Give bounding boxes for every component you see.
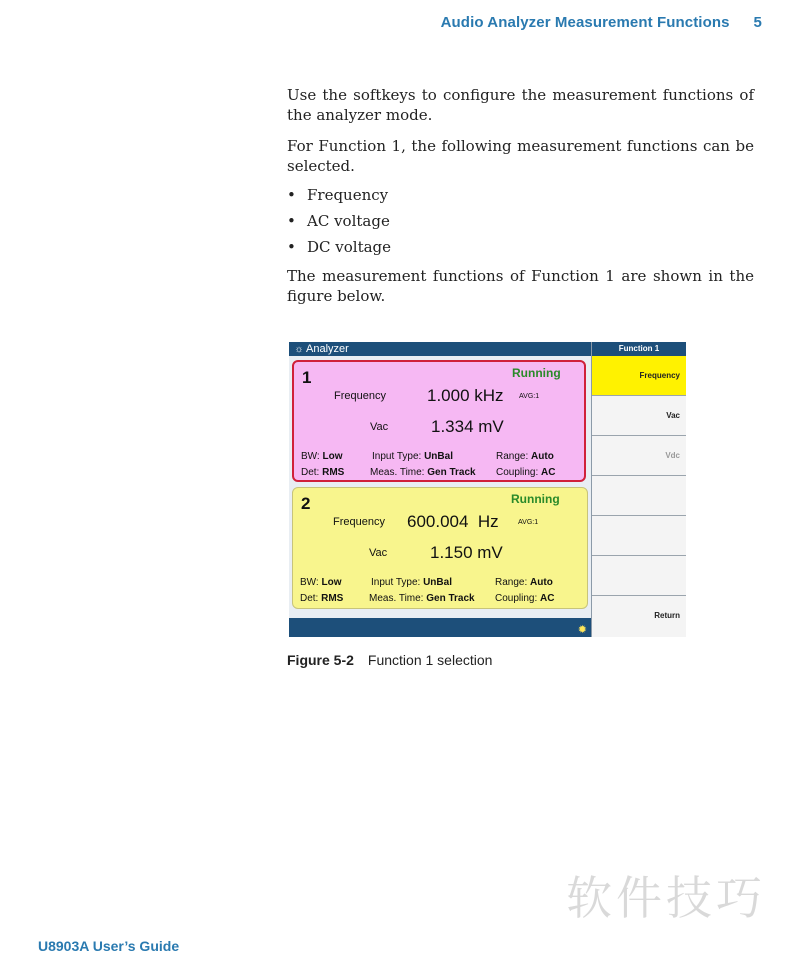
figure-label: Figure 5-2	[287, 652, 354, 668]
softkey-vdc[interactable]: Vdc	[592, 436, 686, 476]
det-setting: Det: RMS	[300, 593, 344, 604]
frequency-label: Frequency	[333, 516, 385, 528]
frequency-label: Frequency	[334, 390, 386, 402]
bw-setting: BW: Low	[301, 451, 343, 462]
bw-setting: BW: Low	[300, 577, 342, 588]
vac-label: Vac	[369, 547, 388, 559]
paragraph-figure-ref: The measurement functions of Function 1 are shown in the figure below.	[287, 267, 754, 305]
coupling-setting: Coupling: AC	[496, 467, 556, 478]
vac-label: Vac	[370, 421, 389, 433]
status-running: Running	[511, 492, 560, 506]
list-item: • AC voltage	[287, 208, 391, 234]
measurement-area	[289, 356, 591, 618]
meas-time-setting: Meas. Time: Gen Track	[369, 593, 475, 604]
list-item: • DC voltage	[287, 234, 391, 260]
vac-value: 1.334 mV	[431, 417, 504, 436]
range-setting: Range: Auto	[495, 577, 553, 588]
vac-value: 1.150 mV	[430, 543, 503, 562]
softkey-blank-5[interactable]	[592, 516, 686, 556]
function-list	[287, 182, 391, 260]
softkey-vac[interactable]: Vac	[592, 396, 686, 436]
status-running: Running	[512, 366, 561, 380]
function1-panel	[292, 360, 586, 482]
softkey-return[interactable]: Return	[654, 611, 680, 620]
input-type-setting: Input Type: UnBal	[372, 451, 453, 462]
range-setting: Range: Auto	[496, 451, 554, 462]
det-setting: Det: RMS	[301, 467, 345, 478]
panel-number: 2	[301, 494, 311, 513]
screen-title: Analyzer	[306, 343, 349, 355]
softkey-blank-6[interactable]	[592, 556, 686, 596]
running-header	[441, 14, 762, 31]
sun-icon: ☼	[294, 344, 304, 355]
function2-panel	[292, 487, 588, 609]
paragraph-intro: Use the softkeys to configure the measurement functions of the analyzer mode.	[287, 86, 754, 124]
paragraph-function1: For Function 1, the following measurement functions can be selected.	[287, 137, 754, 175]
coupling-setting: Coupling: AC	[495, 593, 555, 604]
section-title: Audio Analyzer Measurement Functions	[440, 14, 730, 31]
chapter-number: 5	[753, 14, 762, 31]
avg-indicator: AVG:1	[518, 519, 539, 526]
screen-titlebar	[289, 342, 591, 356]
frequency-value: 1.000 kHz	[427, 386, 504, 405]
softkey-frequency[interactable]: Frequency	[592, 356, 686, 396]
softkey-menu-title: Function 1	[592, 342, 686, 356]
frequency-value: 600.004 Hz	[407, 512, 499, 531]
softkey-blank-4[interactable]	[592, 476, 686, 516]
list-item: • Frequency	[287, 182, 391, 208]
figure-caption	[287, 652, 492, 668]
gear-icon: ✹	[577, 624, 587, 636]
input-type-setting: Input Type: UnBal	[371, 577, 452, 588]
meas-time-setting: Meas. Time: Gen Track	[370, 467, 476, 478]
panel-number: 1	[302, 368, 312, 387]
watermark: 软件技巧	[566, 871, 766, 925]
screen-statusbar	[289, 618, 591, 637]
avg-indicator: AVG:1	[519, 393, 540, 400]
softkey-menu	[591, 342, 686, 637]
footer-guide-title: U8903A User’s Guide	[38, 938, 180, 954]
analyzer-screen-figure	[289, 342, 685, 637]
figure-caption-text: Function 1 selection	[367, 652, 493, 668]
